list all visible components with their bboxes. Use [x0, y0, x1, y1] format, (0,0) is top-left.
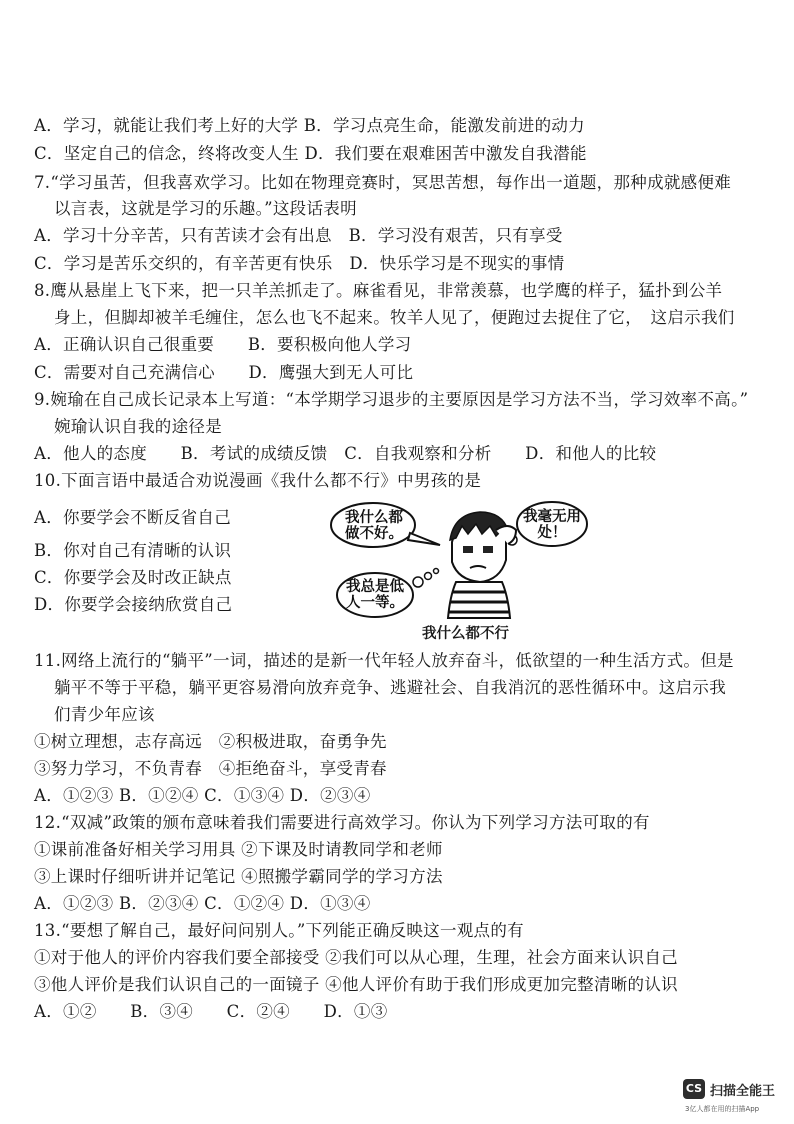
speech-bubble-left: 我什么都做不好。 [345, 510, 403, 542]
q11-stem-line2: 躺平不等于平稳，躺平更容易滑向放弃竞争、逃避社会、自我消沉的恶性循环中。这启示我 [54, 678, 726, 697]
q13-stem: 13.“要想了解自己，最好问问别人。”下列能正确反映这一观点的有 [34, 921, 524, 940]
q6-options-cd: C．坚定自己的信念，终将改变人生 D．我们要在艰难困苦中激发自我潜能 [34, 144, 587, 163]
q9-options: A．他人的态度 B．考试的成绩反馈 C．自我观察和分析 D．和他人的比较 [34, 444, 657, 463]
q7-stem-line1: 7.“学习虽苦，但我喜欢学习。比如在物理竞赛时，冥思苦想，每作出一道题，那种成就感便难 [34, 173, 732, 192]
q10-option-d: D．你要学会接纳欣赏自己 [34, 595, 233, 614]
q12-stem: 12.“双减”政策的颁布意味着我们需要进行高效学习。你认为下列学习方法可取的有 [34, 813, 650, 832]
q10-option-b: B．你对自己有清晰的认识 [34, 541, 232, 560]
q8-options-ab: A．正确认识自己很重要 B．要积极向他人学习 [34, 335, 412, 354]
q7-options-cd: C．学习是苦乐交织的，有辛苦更有快乐 D．快乐学习是不现实的事情 [34, 254, 565, 273]
q8-stem-line2: 身上，但脚却被羊毛缠住，怎么也飞不起来。牧羊人见了，便跑过去捉住了它， 这启示我们 [54, 308, 735, 327]
scanner-watermark [683, 1079, 793, 1119]
q6-options-ab: A．学习，就能让我们考上好的大学 B．学习点亮生命，能激发前进的动力 [34, 116, 585, 135]
q11-statements-12: ①树立理想，志存高远 ②积极进取，奋勇争先 [34, 732, 387, 751]
q11-statements-34: ③努力学习，不负青春 ④拒绝奋斗，享受青春 [34, 759, 387, 778]
thought-bubble-right: 我毫无用处！ [523, 509, 581, 541]
q7-options-ab: A．学习十分辛苦，只有苦读才会有出息 B．学习没有艰苦，只有享受 [34, 226, 563, 245]
q12-statements-34: ③上课时仔细听讲并记笔记 ④照搬学霸同学的学习方法 [34, 867, 443, 886]
q12-options: A．①②③ B．②③④ C．①②④ D．①③④ [34, 894, 371, 913]
q11-stem-line1: 11.网络上流行的“躺平”一词，描述的是新一代年轻人放弃奋斗，低欲望的一种生活方式。但是 [34, 651, 734, 670]
q10-option-c: C．你要学会及时改正缺点 [34, 568, 232, 587]
q8-options-cd: C．需要对自己充满信心 D．鹰强大到无人可比 [34, 363, 414, 382]
q13-statements-34: ③他人评价是我们认识自己的一面镜子 ④他人评价有助于我们形成更加完整清晰的认识 [34, 975, 678, 994]
q9-stem-line1: 9.婉瑜在自己成长记录本上写道：“本学期学习退步的主要原因是学习方法不当，学习效率不高。” [34, 390, 749, 409]
q8-stem-line1: 8.鹰从悬崖上飞下来，把一只羊羔抓走了。麻雀看见，非常羡慕，也学鹰的样子，猛扑到公羊 [34, 281, 723, 300]
cartoon-caption: 我什么都不行 [422, 626, 509, 642]
q11-options: A．①②③ B．①②④ C．①③④ D．②③④ [34, 786, 371, 805]
q11-stem-line3: 们青少年应该 [54, 705, 155, 724]
q12-statements-12: ①课前准备好相关学习用具 ②下课及时请教同学和老师 [34, 840, 443, 859]
watermark-app-name: 扫描全能王 [710, 1084, 776, 1099]
q7-stem-line2: 以言表，这就是学习的乐趣。”这段话表明 [54, 199, 357, 218]
thought-bubble-bottom: 我总是低人一等。 [346, 579, 404, 611]
watermark-tagline: 3亿人都在用的扫描App [685, 1105, 760, 1113]
q10-option-a: A．你要学会不断反省自己 [34, 508, 232, 527]
q13-options: A．①② B．③④ C．②④ D．①③ [34, 1002, 388, 1021]
q9-stem-line2: 婉瑜认识自我的途径是 [54, 417, 222, 436]
q13-statements-12: ①对于他人的评价内容我们要全部接受 ②我们可以从心理，生理，社会方面来认识自己 [34, 948, 678, 967]
q10-stem: 10.下面言语中最适合劝说漫画《我什么都不行》中男孩的是 [34, 471, 482, 490]
camscanner-logo-icon: CS [683, 1079, 705, 1099]
cartoon-illustration [330, 500, 590, 620]
